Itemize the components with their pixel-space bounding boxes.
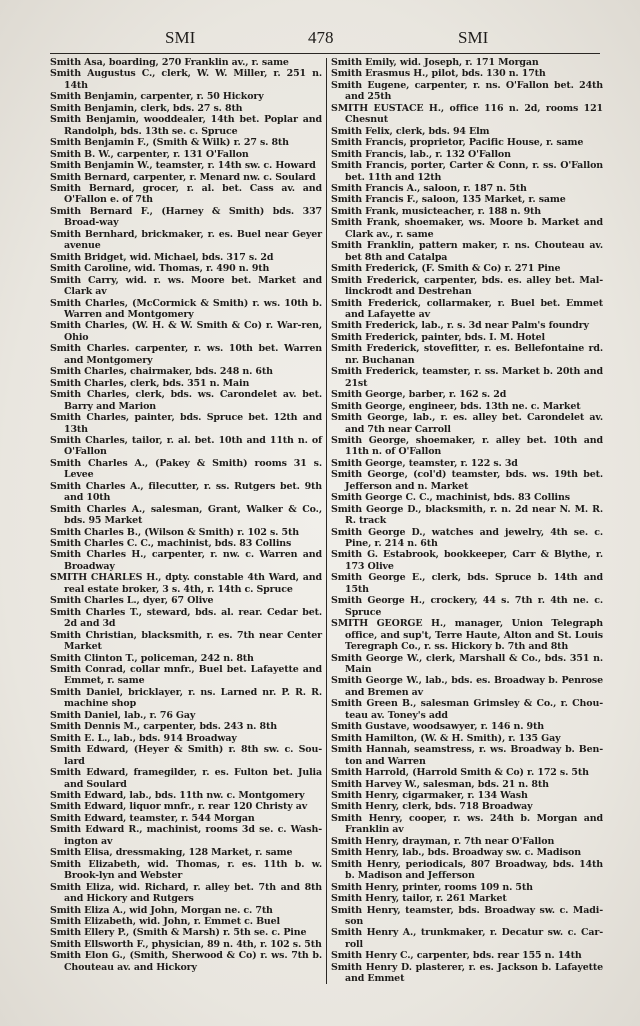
directory-entry: Smith Green B., salesman Grimsley & Co., r. Chou-teau av. Toney's add <box>331 698 603 721</box>
directory-entry: Smith Edward, (Heyer & Smith) r. 8th sw. c. Sou-lard <box>50 744 322 767</box>
directory-entry: Smith George W., lab., bds. es. Broadway b. Penrose and Bremen av <box>331 675 603 698</box>
directory-entry: Smith Eliza, wid. Richard, r. alley bet. 7th and 8th and Hickory and Rutgers <box>50 881 322 905</box>
directory-entry: Smith Henry, cigarmaker, r. 134 Wash <box>331 790 528 801</box>
left-column <box>50 57 322 973</box>
right-column <box>331 57 603 985</box>
directory-entry: Smith Henry, drayman, r. 7th near O'Fallon <box>331 835 555 847</box>
directory-entry: Smith Edward, framegilder, r. es. Fulton bet. Julia and Soulard <box>50 767 322 790</box>
directory-entry: Smith George D., blacksmith, r. n. 2d near N. M. R. R. track <box>331 503 603 527</box>
directory-entry: Smith Charles, clerk, bds. ws. Carondelet av. bet. Barry and Marion <box>50 389 322 412</box>
directory-entry: Smith George E., clerk, bds. Spruce b. 14th and 15th <box>331 572 603 595</box>
directory-entry: Smith Charles. carpenter, r. ws. 10th bet. Warren and Montgomery <box>50 343 322 366</box>
directory-entry: Smith Frederick, collarmaker, r. Buel bet. Emmet and Lafayette av <box>331 297 603 320</box>
directory-entry: Smith Elizabeth, wid. John, r. Emmet c. Buel <box>50 915 281 927</box>
directory-entry: Smith Edward R., machinist, rooms 3d se. c. Wash-ington av <box>50 824 322 847</box>
directory-entry: Smith Benjamin F., (Smith & Wilk) r. 27 s. 8th <box>50 137 289 149</box>
directory-entry: Smith Carry, wid. r. ws. Moore bet. Market and Clark av <box>50 274 322 298</box>
directory-entry: Smith Ellsworth F., physician, 89 n. 4th, r. 102 s. 5th <box>50 938 322 950</box>
directory-entry: Smith Henry C., carpenter, bds. rear 155 n. 14th <box>331 950 582 962</box>
directory-entry: Smith Bernard, carpenter, r. Menard nw. c. Soulard <box>50 171 316 183</box>
directory-entry: Smith Harrold, (Harrold Smith & Co) r. 172 s. 5th <box>331 767 589 779</box>
directory-entry: Smith E. L., lab., bds. 914 Broadway <box>50 732 237 744</box>
directory-entry: Smith Bridget, wid. Michael, bds. 317 s. 2d <box>50 251 274 263</box>
directory-entry: Smith Elizabeth, wid. Thomas, r. es. 11th b. w. Brook-lyn and Webster <box>50 858 322 882</box>
directory-entry: Smith Clinton T., policeman, 242 n. 8th <box>50 652 254 664</box>
directory-entry: Smith Bernhard, brickmaker, r. es. Buel near Geyer avenue <box>50 228 322 252</box>
directory-entry: Smith George, lab., r. es. alley bet. Carondelet av. and 7th near Carroll <box>331 412 603 435</box>
directory-entry: Smith Henry A., trunkmaker, r. Decatur sw. c. Car-roll <box>331 927 603 950</box>
directory-entry: Smith Francis, lab., r. 132 O'Fallon <box>331 148 511 160</box>
directory-entry: SMITH CHARLES H., dpty. constable 4th Ward, and real estate broker, 3 s. 4th, r. 14th c. Spruce <box>50 572 322 595</box>
directory-entry: Smith Hamilton, (W. & H. Smith), r. 135 Gay <box>331 732 561 744</box>
directory-entry: Smith Francis F., saloon, 135 Market, r. same <box>331 194 566 206</box>
directory-entry: Smith Eugene, carpenter, r. ns. O'Fallon bet. 24th and 25th <box>331 79 603 103</box>
directory-entry: Smith Edward, teamster, r. 544 Morgan <box>50 812 255 824</box>
directory-entry: Smith Frederick, stovefitter, r. es. Bellefontaine rd. nr. Buchanan <box>331 343 603 366</box>
page-number: 478 <box>308 28 334 47</box>
directory-entry: Smith Frederick, teamster, r. ss. Market b. 20th and 21st <box>331 366 603 389</box>
directory-entry: Smith Francis, porter, Carter & Conn, r. ss. O'Fallon bet. 11th and 12th <box>331 160 603 183</box>
header-left-guideword: SMI <box>165 28 196 47</box>
directory-entry: Smith Conrad, collar mnfr., Buel bet. Lafayette and Emmet, r. same <box>50 664 322 687</box>
directory-entry: Smith Felix, clerk, bds. 94 Elm <box>331 125 490 137</box>
directory-entry: Smith Frank, shoemaker, ws. Moore b. Market and Clark av., r. same <box>331 217 603 240</box>
directory-entry: Smith Henry, clerk, bds. 718 Broadway <box>331 801 533 813</box>
directory-entry: Smith Emily, wid. Joseph, r. 171 Morgan <box>331 57 539 68</box>
directory-entry: Smith Charles, painter, bds. Spruce bet. 12th and 13th <box>50 412 322 435</box>
directory-entry: SMITH EUSTACE H., office 116 n. 2d, rooms 121 Chesnut <box>331 102 603 126</box>
directory-entry: Smith Hannah, seamstress, r. ws. Broadway b. Ben-ton and Warren <box>331 744 603 767</box>
directory-entry: Smith George, (col'd) teamster, bds. ws. 19th bet. Jefferson and n. Market <box>331 469 603 492</box>
directory-entry: Smith Christian, blacksmith, r. es. 7th near Center Market <box>50 629 322 653</box>
directory-entry: Smith Henry, printer, rooms 109 n. 5th <box>331 881 533 893</box>
directory-entry: Smith George, teamster, r. 122 s. 3d <box>331 457 518 469</box>
directory-entry: Smith Charles, (W. H. & W. Smith & Co) r. War-ren, Ohio <box>50 320 322 343</box>
directory-entry: Smith Francis A., saloon, r. 187 n. 5th <box>331 182 527 194</box>
column-divider <box>326 58 327 984</box>
directory-entry: Smith Francis, proprietor, Pacific House, r. same <box>331 137 584 149</box>
directory-entry: Smith Henry, tailor, r. 261 Market <box>331 893 507 905</box>
directory-entry: Smith Gustave, woodsawyer, r. 146 n. 9th <box>331 721 544 733</box>
directory-entry: Smith Frederick, painter, bds. I. M. Hotel <box>331 331 546 343</box>
directory-entry: SMITH GEORGE H., manager, Union Telegraph office, and sup't, Terre Haute, Alton and St. Louis Teregraph Co., r. ss. Hickory b. 7th and 8th <box>331 618 603 653</box>
directory-entry: Smith Charles, tailor, r. al. bet. 10th and 11th n. of O'Fallon <box>50 434 322 458</box>
directory-entry: Smith Henry, lab., bds. Broadway sw. c. Madison <box>331 847 581 859</box>
directory-entry: Smith Edward, liquor mnfr., r. rear 120 Christy av <box>50 801 308 813</box>
directory-entry: Smith Franklin, pattern maker, r. ns. Chouteau av. bet 8th and Catalpa <box>331 240 603 263</box>
directory-entry: Smith Charles C. C., machinist, bds. 83 Collins <box>50 538 292 550</box>
running-header <box>50 20 600 50</box>
directory-entry: Smith George C. C., machinist, bds. 83 Collins <box>331 492 570 504</box>
directory-entry: Smith Frank, musicteacher, r. 188 n. 9th <box>331 205 542 217</box>
directory-entry: Smith Charles L., dyer, 67 Olive <box>50 595 214 607</box>
directory-entry: Smith Benjamin, clerk, bds. 27 s. 8th <box>50 102 243 114</box>
directory-entry: Smith Elisa, dressmaking, 128 Market, r. same <box>50 847 293 859</box>
directory-entry: Smith Frederick, (F. Smith & Co) r. 271 Pine <box>331 263 561 275</box>
directory-entry: Smith Edward, lab., bds. 11th nw. c. Montgomery <box>50 790 305 801</box>
directory-entry: Smith Dennis M., carpenter, bds. 243 n. 8th <box>50 721 277 733</box>
directory-entry: Smith Henry, teamster, bds. Broadway sw. c. Madi-son <box>331 904 603 927</box>
directory-entry: Smith Charles, chairmaker, bds. 248 n. 6th <box>50 366 273 378</box>
directory-entry: Smith George, barber, r. 162 s. 2d <box>331 389 507 401</box>
directory-entry: Smith Henry, periodicals, 807 Broadway, bds. 14th b. Madison and Jefferson <box>331 858 603 882</box>
directory-entry: Smith B. W., carpenter, r. 131 O'Fallon <box>50 148 249 160</box>
directory-entry: Smith George W., clerk, Marshall & Co., bds. 351 n. Main <box>331 652 603 676</box>
directory-entry: Smith Harvey W., salesman, bds. 21 n. 8th <box>331 778 549 790</box>
directory-entry: Smith Henry, cooper, r. ws. 24th b. Morgan and Franklin av <box>331 812 603 836</box>
directory-entry: Smith Augustus C., clerk, W. W. Miller, r. 251 n. 14th <box>50 68 322 91</box>
directory-entry: Smith Charles, (McCormick & Smith) r. ws. 10th b. Warren and Montgomery <box>50 297 322 320</box>
directory-entry: Smith Ellery P., (Smith & Marsh) r. 5th se. c. Pine <box>50 927 307 939</box>
header-right-guideword: SMI <box>458 28 489 47</box>
directory-entry: Smith Frederick, lab., r. s. 3d near Palm's foundry <box>331 320 589 332</box>
directory-entry: Smith Frederick, carpenter, bds. es. alley bet. Mal-linckrodt and Destrehan <box>331 274 603 298</box>
directory-entry: Smith Charles A., (Pakey & Smith) rooms 31 s. Levee <box>50 457 322 481</box>
header-rule <box>50 53 600 54</box>
directory-entry: Smith Benjamin, wooddealer, 14th bet. Poplar and Randolph, bds. 13th se. c. Spruce <box>50 114 322 137</box>
directory-entry: Smith Erasmus H., pilot, bds. 130 n. 17th <box>331 68 546 80</box>
directory-entry: Smith Benjamin, carpenter, r. 50 Hickory <box>50 91 264 103</box>
directory-entry: Smith Elon G., (Smith, Sherwood & Co) r. ws. 7th b. Chouteau av. and Hickory <box>50 950 322 973</box>
directory-entry: Smith Caroline, wid. Thomas, r. 490 n. 9th <box>50 263 270 275</box>
directory-entry: Smith Charles, clerk, bds. 351 n. Main <box>50 377 250 389</box>
directory-entry: Smith Henry D. plasterer, r. es. Jackson b. Lafayette and Emmet <box>331 961 603 985</box>
directory-entry: Smith Benjamin W., teamster, r. 14th sw. c. Howard <box>50 160 316 172</box>
directory-entry: Smith George H., crockery, 44 s. 7th r. 4th ne. c. Spruce <box>331 595 603 618</box>
directory-entry: Smith Charles T., steward, bds. al. rear. Cedar bet. 2d and 3d <box>50 606 322 630</box>
directory-entry: Smith Bernard, grocer, r. al. bet. Cass av. and O'Fallon e. of 7th <box>50 182 322 206</box>
directory-entry: Smith G. Estabrook, bookkeeper, Carr & Blythe, r. 173 Olive <box>331 549 603 572</box>
directory-entry: Smith George, shoemaker, r. alley bet. 10th and 11th n. of O'Fallon <box>331 434 603 458</box>
directory-entry: Smith Charles A., filecutter, r. ss. Rutgers bet. 9th and 10th <box>50 480 322 504</box>
directory-entry: Smith George D., watches and jewelry, 4th se. c. Pine, r. 214 n. 6th <box>331 526 603 550</box>
directory-entry: Smith Eliza A., wid John, Morgan ne. c. 7th <box>50 904 273 916</box>
directory-entry: Smith Daniel, bricklayer, r. ns. Larned nr. P. R. R. machine shop <box>50 686 322 710</box>
directory-entry: Smith Charles A., salesman, Grant, Walker & Co., bds. 95 Market <box>50 503 322 527</box>
directory-entry: Smith Charles H., carpenter, r. nw. c. Warren and Broadway <box>50 549 322 572</box>
directory-entry: Smith Asa, boarding, 270 Franklin av., r. same <box>50 57 289 68</box>
directory-entry: Smith George, engineer, bds. 13th ne. c. Market <box>331 400 581 412</box>
directory-entry: Smith Bernard F., (Harney & Smith) bds. 337 Broad-way <box>50 205 322 229</box>
directory-entry: Smith Charles B., (Wilson & Smith) r. 102 s. 5th <box>50 526 299 538</box>
directory-entry: Smith Daniel, lab., r. 76 Gay <box>50 709 196 721</box>
